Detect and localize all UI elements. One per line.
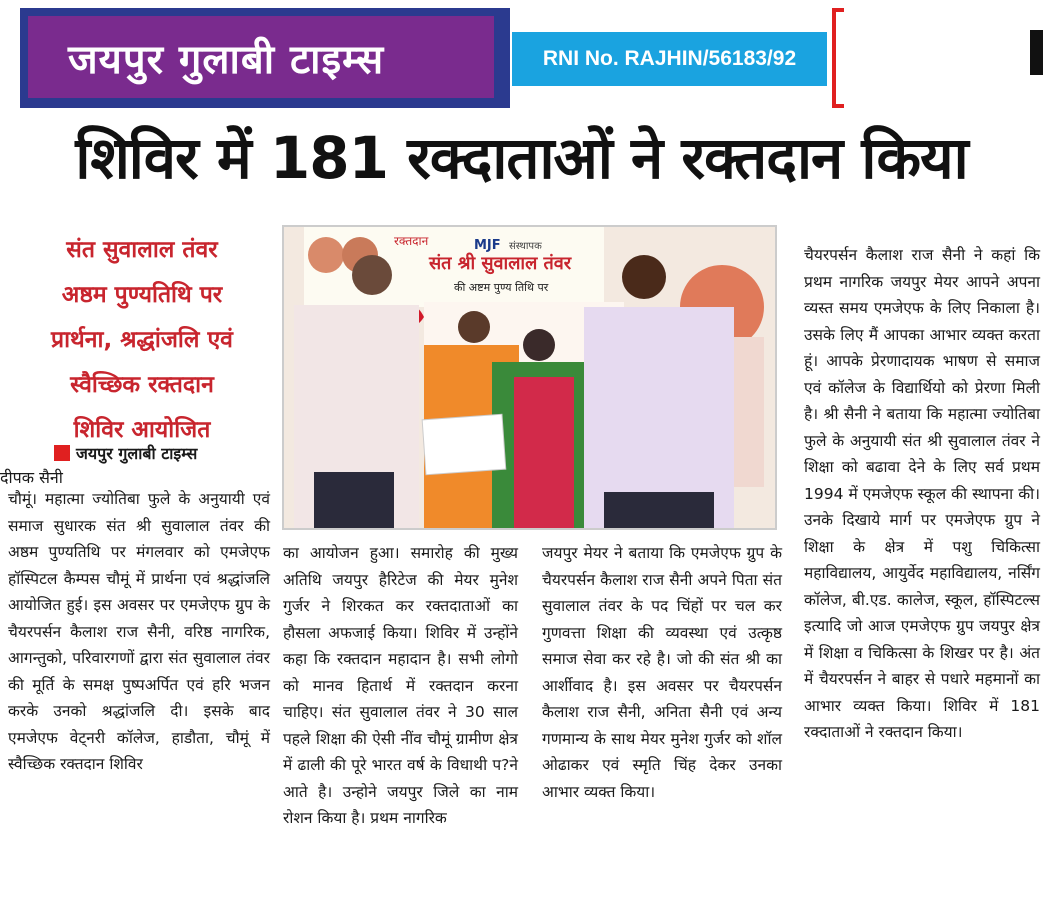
banner-text: संस्थापक xyxy=(509,241,542,252)
article-column-2: का आयोजन हुआ। समारोह की मुख्य अतिथि जयपुर हैरिटेज की मेयर मुनेश गुर्जर ने शिरकत कर रक्तदाताओं का हौसला अफजाई किया। शिविर में उन्होंने कहा कि रक्तदान महादान है। सभी लोगो को मानव हितार्थ में रक्तदान करना चाहिए। संत सुवालाल तंवर ने 30 साल पहले शिक्षा की ऐसी नींव चौमूं ग्रामीण क्षेत्र में ढाली की पूरे भारत वर्ष के विधाथी प?ने आते है। उन्होने जयपुर जिले का नाम रोशन किया है। प्रथम नागरिक xyxy=(283,544,518,827)
article-column-1: चौमूं। महात्मा ज्योतिबा फुले के अनुयायी एवं समाज सुधारक संत श्री सुवालाल तंवर की अष्ठम पुण्यतिथि पर मंगलवार को एमजेएफ हॉस्पिटल कैम्पस चौमूं में प्रार्थना एवं श्रद्धांजलि आयोजित हुई। इस अवसर पर एमजेएफ ग्रुप के चैयरपर्सन कैलाश राज सैनी, वरिष्ठ नागरिक, आगन्तुको, परिवारगणों द्वारा संत सुवालाल तंवर की मूर्ति के समक्ष पुष्पअर्पित एवं हरि भजन करके उनको श्रद्धांजलि दी। इसके बाद एमजेएफ वेट्नरी कॉलेज, हाडौता, चौमूं में स्वैच्छिक रक्तदान शिविर xyxy=(8,490,270,773)
edge-mark xyxy=(1030,30,1043,75)
article-column-4: चैयरपर्सन कैलाश राज सैनी ने कहां कि प्रथम नागरिक जयपुर मेयर आपने अपना व्यस्त समय एमजेएफ के लिए निकाला है। उसके लिए मैं आपका आभार व्यक्त करता हूं। आपके प्रेरणादायक भाषण से समाज एवं कॉलेज के विद्यार्थियो को प्रेरणा मिली है। श्री सैनी ने बताया कि महात्मा ज्योतिबा फुले के अनुयायी संत श्री सुवालाल तंवर ने शिक्षा को बढावा देने के लिए सर्व प्रथम 1994 में एमजेएफ स्कूल की स्थापना की। उनके दिखाये मार्ग पर एमजेएफ ग्रुप ने शिक्षा के क्षेत्र में पशु चिकित्सा महाविद्यालय, आयुर्वेद महाविद्यालय, नर्सिंग कॉलेज, बी.एड. कालेज, स्कूल, हॉस्पिटल्स इत्यादि जो आज एमजेएफ ग्रुप जयपुर क्षेत्र में शिक्षा व चिकित्सा के शिखर पर है। अंत में चैयरपर्सन ने बाहर से पधारे महमानों का आभार व्यक्त किया। शिविर में 181 रक्दाताओं ने रक्तदान किया। xyxy=(804,246,1040,741)
subheadline-line: प्रार्थना, श्रद्धांजलि एवं xyxy=(51,327,233,353)
article-column-3: जयपुर मेयर ने बताया कि एमजेएफ ग्रुप के चैयरपर्सन कैलाश राज सैनी अपने पिता संत सुवालाल तंवर के पद चिंहों पर चल कर गुणवत्ता शिक्षा की व्यवस्था एवं उत्कृष्ठ समाज सेवा कर रहे है। जो की संत श्री का आर्शीवाद है। इस अवसर पर चैयरपर्सन कैलाश राज सैनी, अनिता सैनी एवं अन्य गणमान्य के साथ मेयर मुनेश गुर्जर को शॉल ओढाकर एवं स्मृति चिंह देकर उनका आभार व्यक्त किया। xyxy=(542,544,782,801)
photo-illustration xyxy=(284,227,775,528)
news-photo xyxy=(282,225,777,530)
rni-number: RNI No. RAJHIN/56183/92 xyxy=(512,32,827,86)
banner-text: रक्तदान xyxy=(394,234,429,248)
decorative-bracket xyxy=(832,8,844,108)
banner-text: की अष्टम पुण्य तिथि पर xyxy=(454,281,549,294)
newspaper-title: जयपुर गुलाबी टाइम्स xyxy=(68,36,385,83)
masthead-inner xyxy=(28,16,494,98)
subheadline-line: अष्ठम पुण्यतिथि पर xyxy=(61,282,223,308)
headline: शिविर में 181 रक्दाताओं ने रक्तदान किया xyxy=(75,124,968,192)
banner-text: MJF xyxy=(474,238,501,253)
subheadline-line: स्वैच्छिक रक्तदान xyxy=(70,372,214,398)
masthead xyxy=(20,8,510,108)
subheadline-line: संत सुवालाल तंवर xyxy=(66,237,218,263)
subheadline-line: शिविर आयोजित xyxy=(73,417,211,443)
byline xyxy=(54,442,197,464)
banner-text: संत श्री सुवालाल तंवर xyxy=(429,253,572,274)
portrait-icon xyxy=(308,237,344,273)
author-name: दीपक सैनी xyxy=(0,468,63,487)
byline-text: जयपुर गुलाबी टाइम्स xyxy=(76,444,198,463)
red-square-icon xyxy=(54,445,70,461)
subheadline xyxy=(8,228,276,453)
